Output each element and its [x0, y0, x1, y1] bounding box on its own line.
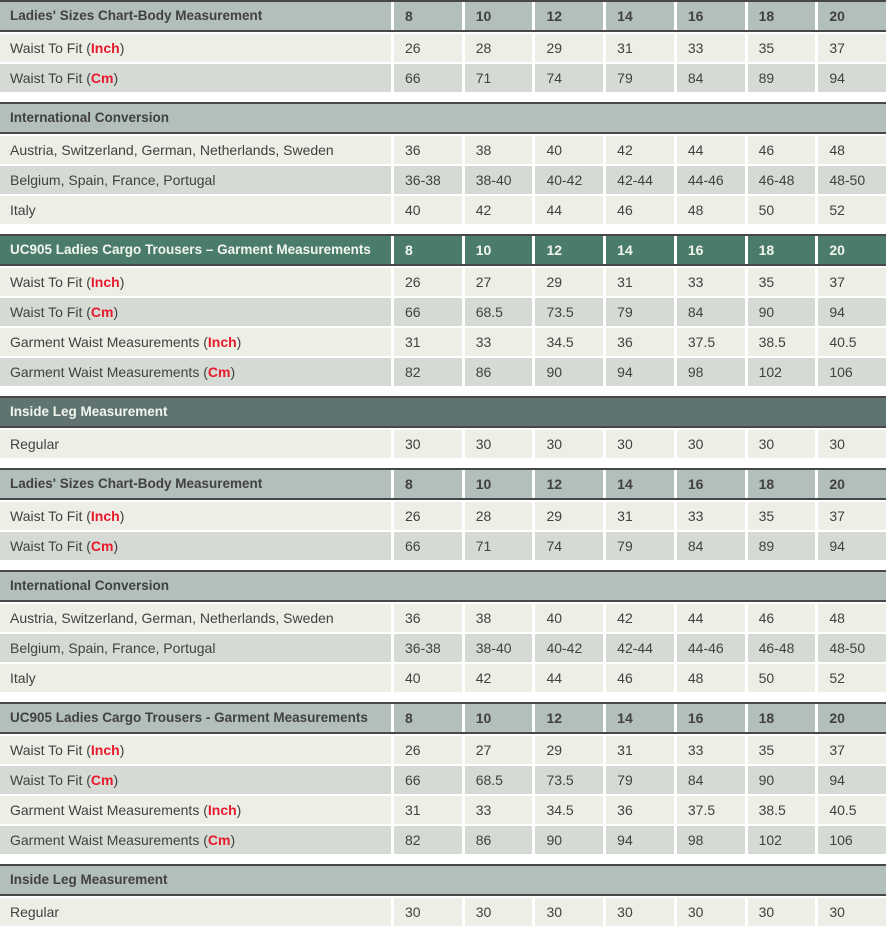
uc905-garment-measurements-2 — [0, 702, 886, 854]
size-value-cell: 27 — [465, 268, 533, 296]
table-row — [0, 430, 886, 458]
row-label-suffix: ) — [230, 832, 236, 848]
row-label — [0, 136, 391, 164]
table-header — [0, 468, 886, 500]
size-column-header: 16 — [677, 470, 745, 498]
size-value-cell: 94 — [818, 766, 886, 794]
size-value-cell: 86 — [465, 826, 533, 854]
size-value-cell: 29 — [535, 736, 603, 764]
size-value-cell: 33 — [465, 328, 533, 356]
size-value-cell: 30 — [394, 898, 462, 926]
size-value-cell: 48 — [677, 664, 745, 692]
row-label-text: Garment Waist Measurements ( — [10, 832, 208, 848]
size-value-cell: 35 — [748, 34, 816, 62]
size-column-header: 18 — [748, 470, 816, 498]
size-value-cell: 36 — [606, 328, 674, 356]
size-value-cell: 46-48 — [748, 634, 816, 662]
size-value-cell: 48 — [677, 196, 745, 224]
size-value-cell: 36 — [394, 604, 462, 632]
size-value-cell: 94 — [818, 64, 886, 92]
inside-leg-measurement-1 — [0, 396, 886, 458]
row-unit: Inch — [90, 40, 120, 56]
size-value-cell: 94 — [818, 532, 886, 560]
size-value-cell: 33 — [465, 796, 533, 824]
size-value-cell: 38-40 — [465, 166, 533, 194]
size-value-cell: 42 — [606, 136, 674, 164]
row-label — [0, 268, 391, 296]
size-column-header: 18 — [748, 2, 816, 30]
size-value-cell: 30 — [748, 430, 816, 458]
size-value-cell: 74 — [535, 64, 603, 92]
row-label-suffix: ) — [113, 304, 119, 320]
size-value-cell: 84 — [677, 64, 745, 92]
row-label-text: Regular — [10, 904, 60, 920]
row-label-suffix: ) — [119, 40, 125, 56]
row-label-text: Garment Waist Measurements ( — [10, 364, 208, 380]
size-value-cell: 82 — [394, 358, 462, 386]
row-label-text: Waist To Fit ( — [10, 508, 91, 524]
row-label — [0, 298, 391, 326]
table-row — [0, 502, 886, 530]
size-column-header: 8 — [394, 704, 462, 732]
size-value-cell: 48 — [818, 604, 886, 632]
size-value-cell: 68.5 — [465, 298, 533, 326]
size-value-cell: 79 — [606, 766, 674, 794]
size-value-cell: 40 — [535, 136, 603, 164]
row-unit: Inch — [90, 742, 120, 758]
size-value-cell: 46 — [748, 604, 816, 632]
table-title: UC905 Ladies Cargo Trousers - Garment Measurements — [0, 704, 391, 732]
size-value-cell: 42-44 — [606, 634, 674, 662]
size-value-cell: 50 — [748, 196, 816, 224]
size-value-cell: 40 — [535, 604, 603, 632]
row-label — [0, 430, 391, 458]
size-column-header: 20 — [818, 470, 886, 498]
size-value-cell: 29 — [535, 502, 603, 530]
size-value-cell: 46-48 — [748, 166, 816, 194]
size-value-cell: 31 — [606, 34, 674, 62]
size-value-cell: 33 — [677, 502, 745, 530]
size-value-cell: 37.5 — [677, 796, 745, 824]
row-label-suffix: ) — [113, 538, 119, 554]
size-value-cell: 40 — [394, 664, 462, 692]
table-title: Ladies' Sizes Chart-Body Measurement — [0, 470, 391, 498]
row-label-suffix: ) — [119, 274, 125, 290]
size-column-header: 8 — [394, 470, 462, 498]
size-value-cell: 30 — [535, 430, 603, 458]
table-row — [0, 298, 886, 326]
size-value-cell: 27 — [465, 736, 533, 764]
row-label-text: Waist To Fit ( — [10, 538, 91, 554]
row-label-text: Waist To Fit ( — [10, 70, 91, 86]
uc905-garment-measurements-1 — [0, 234, 886, 386]
size-value-cell: 30 — [677, 430, 745, 458]
size-value-cell: 71 — [465, 532, 533, 560]
size-value-cell: 79 — [606, 532, 674, 560]
size-value-cell: 86 — [465, 358, 533, 386]
table-header — [0, 702, 886, 734]
row-label-suffix: ) — [236, 334, 242, 350]
row-label-text: Regular — [10, 436, 60, 452]
size-value-cell: 98 — [677, 358, 745, 386]
size-value-cell: 44 — [535, 196, 603, 224]
size-value-cell: 73.5 — [535, 298, 603, 326]
size-value-cell: 35 — [748, 736, 816, 764]
size-column-header: 16 — [677, 704, 745, 732]
size-value-cell: 66 — [394, 766, 462, 794]
size-value-cell: 44 — [677, 604, 745, 632]
size-value-cell: 66 — [394, 64, 462, 92]
row-label — [0, 502, 391, 530]
size-value-cell: 42 — [465, 196, 533, 224]
table-row — [0, 766, 886, 794]
size-column-header: 12 — [535, 704, 603, 732]
size-value-cell: 79 — [606, 298, 674, 326]
row-label-text: Belgium, Spain, France, Portugal — [10, 640, 216, 656]
row-label — [0, 766, 391, 794]
size-value-cell: 30 — [535, 898, 603, 926]
size-value-cell: 48-50 — [818, 634, 886, 662]
table-header — [0, 0, 886, 32]
size-value-cell: 102 — [748, 826, 816, 854]
size-value-cell: 36-38 — [394, 166, 462, 194]
table-row — [0, 826, 886, 854]
size-column-header: 18 — [748, 704, 816, 732]
size-value-cell: 74 — [535, 532, 603, 560]
size-value-cell: 30 — [606, 898, 674, 926]
row-label — [0, 196, 391, 224]
size-value-cell: 30 — [818, 430, 886, 458]
row-label-text: Italy — [10, 670, 36, 686]
table-header — [0, 864, 886, 896]
size-value-cell: 82 — [394, 826, 462, 854]
size-column-header: 8 — [394, 2, 462, 30]
size-value-cell: 37 — [818, 268, 886, 296]
size-value-cell: 46 — [606, 196, 674, 224]
row-label-text: Garment Waist Measurements ( — [10, 802, 208, 818]
size-value-cell: 94 — [606, 358, 674, 386]
row-label — [0, 826, 391, 854]
size-value-cell: 38 — [465, 604, 533, 632]
international-conversion-1 — [0, 102, 886, 224]
table-title: Inside Leg Measurement — [0, 398, 886, 426]
size-value-cell: 38.5 — [748, 796, 816, 824]
size-value-cell: 90 — [535, 358, 603, 386]
size-column-header: 12 — [535, 470, 603, 498]
row-label — [0, 34, 391, 62]
size-value-cell: 106 — [818, 826, 886, 854]
size-value-cell: 31 — [394, 328, 462, 356]
size-value-cell: 79 — [606, 64, 674, 92]
row-label — [0, 604, 391, 632]
size-column-header: 14 — [606, 704, 674, 732]
size-value-cell: 26 — [394, 502, 462, 530]
size-value-cell: 84 — [677, 298, 745, 326]
size-value-cell: 30 — [677, 898, 745, 926]
size-column-header: 20 — [818, 704, 886, 732]
size-value-cell: 52 — [818, 664, 886, 692]
size-value-cell: 46 — [748, 136, 816, 164]
size-value-cell: 84 — [677, 766, 745, 794]
size-value-cell: 40.5 — [818, 796, 886, 824]
size-value-cell: 26 — [394, 736, 462, 764]
size-value-cell: 30 — [465, 898, 533, 926]
table-row — [0, 64, 886, 92]
size-value-cell: 31 — [606, 736, 674, 764]
row-label-text: Waist To Fit ( — [10, 274, 91, 290]
row-label — [0, 736, 391, 764]
size-column-header: 16 — [677, 2, 745, 30]
size-value-cell: 35 — [748, 502, 816, 530]
row-label — [0, 166, 391, 194]
size-value-cell: 26 — [394, 34, 462, 62]
table-row — [0, 268, 886, 296]
size-value-cell: 84 — [677, 532, 745, 560]
row-label-text: Waist To Fit ( — [10, 40, 91, 56]
size-value-cell: 90 — [535, 826, 603, 854]
row-label — [0, 328, 391, 356]
size-column-header: 20 — [818, 236, 886, 264]
size-value-cell: 98 — [677, 826, 745, 854]
size-value-cell: 40.5 — [818, 328, 886, 356]
size-value-cell: 40-42 — [535, 634, 603, 662]
size-value-cell: 33 — [677, 736, 745, 764]
size-value-cell: 90 — [748, 766, 816, 794]
size-value-cell: 42 — [465, 664, 533, 692]
row-label — [0, 634, 391, 662]
size-column-header: 18 — [748, 236, 816, 264]
size-value-cell: 89 — [748, 532, 816, 560]
size-value-cell: 34.5 — [535, 328, 603, 356]
row-label-suffix: ) — [113, 70, 119, 86]
row-label-suffix: ) — [230, 364, 236, 380]
table-title: Inside Leg Measurement — [0, 866, 886, 894]
row-label — [0, 898, 391, 926]
size-value-cell: 90 — [748, 298, 816, 326]
size-value-cell: 66 — [394, 532, 462, 560]
size-value-cell: 30 — [818, 898, 886, 926]
row-unit: Inch — [90, 508, 120, 524]
size-value-cell: 30 — [394, 430, 462, 458]
row-label — [0, 664, 391, 692]
table-row — [0, 34, 886, 62]
row-label-suffix: ) — [236, 802, 242, 818]
table-header — [0, 234, 886, 266]
size-column-header: 10 — [465, 236, 533, 264]
size-value-cell: 94 — [606, 826, 674, 854]
table-header — [0, 396, 886, 428]
row-label-text: Belgium, Spain, France, Portugal — [10, 172, 216, 188]
size-value-cell: 30 — [606, 430, 674, 458]
size-value-cell: 71 — [465, 64, 533, 92]
row-unit: Cm — [90, 772, 114, 788]
table-row — [0, 358, 886, 386]
row-label-text: Waist To Fit ( — [10, 742, 91, 758]
table-title: UC905 Ladies Cargo Trousers – Garment Measurements — [0, 236, 391, 264]
row-label-text: Austria, Switzerland, German, Netherlands, Sweden — [10, 610, 334, 626]
size-value-cell: 30 — [465, 430, 533, 458]
size-value-cell: 37 — [818, 502, 886, 530]
size-column-header: 8 — [394, 236, 462, 264]
size-value-cell: 36-38 — [394, 634, 462, 662]
table-row — [0, 196, 886, 224]
table-row — [0, 166, 886, 194]
table-header — [0, 570, 886, 602]
row-label — [0, 64, 391, 92]
row-unit: Cm — [207, 364, 231, 380]
size-column-header: 12 — [535, 2, 603, 30]
international-conversion-2 — [0, 570, 886, 692]
size-value-cell: 44-46 — [677, 166, 745, 194]
size-value-cell: 29 — [535, 268, 603, 296]
table-row — [0, 604, 886, 632]
size-column-header: 14 — [606, 2, 674, 30]
table-row — [0, 898, 886, 926]
size-value-cell: 30 — [748, 898, 816, 926]
size-value-cell: 40 — [394, 196, 462, 224]
size-value-cell: 102 — [748, 358, 816, 386]
row-unit: Inch — [207, 334, 237, 350]
size-value-cell: 37 — [818, 736, 886, 764]
table-row — [0, 532, 886, 560]
size-value-cell: 38-40 — [465, 634, 533, 662]
table-title: International Conversion — [0, 104, 886, 132]
size-value-cell: 38 — [465, 136, 533, 164]
row-label-suffix: ) — [113, 772, 119, 788]
size-value-cell: 36 — [606, 796, 674, 824]
size-value-cell: 28 — [465, 34, 533, 62]
table-row — [0, 664, 886, 692]
size-value-cell: 29 — [535, 34, 603, 62]
size-value-cell: 48-50 — [818, 166, 886, 194]
size-value-cell: 33 — [677, 268, 745, 296]
row-unit: Inch — [90, 274, 120, 290]
size-value-cell: 34.5 — [535, 796, 603, 824]
size-value-cell: 31 — [606, 502, 674, 530]
size-column-header: 10 — [465, 2, 533, 30]
size-column-header: 10 — [465, 704, 533, 732]
table-row — [0, 328, 886, 356]
row-unit: Cm — [207, 832, 231, 848]
row-unit: Inch — [207, 802, 237, 818]
size-value-cell: 44 — [677, 136, 745, 164]
size-column-header: 10 — [465, 470, 533, 498]
size-value-cell: 42-44 — [606, 166, 674, 194]
row-unit: Cm — [90, 304, 114, 320]
size-value-cell: 73.5 — [535, 766, 603, 794]
size-value-cell: 37.5 — [677, 328, 745, 356]
size-column-header: 14 — [606, 470, 674, 498]
size-value-cell: 31 — [606, 268, 674, 296]
ladies-sizes-body-measurement-2 — [0, 468, 886, 560]
size-column-header: 16 — [677, 236, 745, 264]
size-value-cell: 89 — [748, 64, 816, 92]
size-value-cell: 46 — [606, 664, 674, 692]
row-label-text: Waist To Fit ( — [10, 772, 91, 788]
table-title: International Conversion — [0, 572, 886, 600]
table-row — [0, 634, 886, 662]
row-unit: Cm — [90, 538, 114, 554]
row-label — [0, 358, 391, 386]
size-value-cell: 36 — [394, 136, 462, 164]
size-value-cell: 44 — [535, 664, 603, 692]
size-value-cell: 26 — [394, 268, 462, 296]
size-value-cell: 40-42 — [535, 166, 603, 194]
size-value-cell: 38.5 — [748, 328, 816, 356]
row-label — [0, 796, 391, 824]
table-row — [0, 736, 886, 764]
size-value-cell: 28 — [465, 502, 533, 530]
row-label-text: Italy — [10, 202, 36, 218]
size-value-cell: 37 — [818, 34, 886, 62]
row-label-suffix: ) — [119, 742, 125, 758]
size-value-cell: 44-46 — [677, 634, 745, 662]
size-value-cell: 52 — [818, 196, 886, 224]
size-value-cell: 48 — [818, 136, 886, 164]
table-row — [0, 136, 886, 164]
size-value-cell: 42 — [606, 604, 674, 632]
size-value-cell: 66 — [394, 298, 462, 326]
table-header — [0, 102, 886, 134]
row-unit: Cm — [90, 70, 114, 86]
row-label — [0, 532, 391, 560]
size-column-header: 14 — [606, 236, 674, 264]
inside-leg-measurement-2 — [0, 864, 886, 926]
table-row — [0, 796, 886, 824]
row-label-text: Waist To Fit ( — [10, 304, 91, 320]
table-title: Ladies' Sizes Chart-Body Measurement — [0, 2, 391, 30]
ladies-sizes-body-measurement-1 — [0, 0, 886, 92]
size-value-cell: 33 — [677, 34, 745, 62]
size-column-header: 20 — [818, 2, 886, 30]
size-value-cell: 35 — [748, 268, 816, 296]
size-value-cell: 68.5 — [465, 766, 533, 794]
row-label-text: Austria, Switzerland, German, Netherlands, Sweden — [10, 142, 334, 158]
size-value-cell: 31 — [394, 796, 462, 824]
row-label-text: Garment Waist Measurements ( — [10, 334, 208, 350]
size-value-cell: 106 — [818, 358, 886, 386]
size-value-cell: 50 — [748, 664, 816, 692]
size-value-cell: 94 — [818, 298, 886, 326]
row-label-suffix: ) — [119, 508, 125, 524]
size-column-header: 12 — [535, 236, 603, 264]
